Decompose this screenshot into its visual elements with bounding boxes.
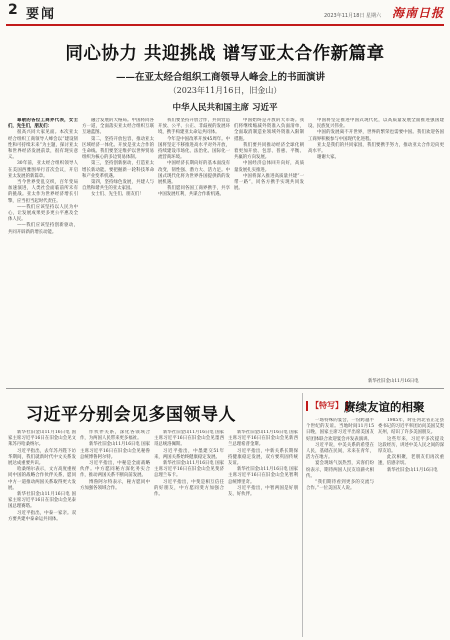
- paragraph: 尊敬的各位工商界代表，女士们，先生们，朋友们：: [8, 118, 78, 130]
- article1-column-3: [158, 118, 230, 384]
- paragraph: 我们愿同各国工商界携手，共享中国发展红利，共谋合作新机遇。: [158, 186, 230, 198]
- paragraph: 第四，坚持绿色发展，共建人与自然和谐共生的亚太家园。: [82, 180, 154, 192]
- paragraph: 亚太是我们的共同家园，我们要携手努力，推动亚太合作迈向更高水平。: [308, 142, 444, 155]
- article1-column-4: [234, 118, 304, 384]
- paragraph: 中国始终是开放的大市场。我们将继续缩减外资准入负面清单，全面取消制造业领域外资准入限制措施。: [234, 118, 304, 142]
- paragraph: 女士们、先生们、朋友们！: [91, 192, 144, 198]
- main-subtitle: ——在亚太经合组织工商领导人峰会上的书面演讲: [116, 72, 326, 83]
- article2-column-4: [228, 430, 298, 636]
- feature-headline: 赓续友谊的相聚: [344, 400, 425, 414]
- paragraph: 很高兴同大家见面。本次亚太经合组织工商领导人峰会以“建设韧性和可持续未来”为主题，探讨亚太和世界经济发展前景，很有现实意义。: [8, 130, 78, 161]
- paragraph: 我们要共同推动经济全球化朝着更加开放、包容、普惠、平衡、共赢的方向发展。: [234, 142, 304, 161]
- paragraph: 习近平指出，中智两国是好朋友、好伙伴。: [228, 485, 298, 498]
- paragraph: 中国经济长期向好的基本面没有改变，韧性强、潜力大、活力足。中国式现代化将为世界各国提供新的发展机遇。: [158, 161, 230, 186]
- paragraph: 第三，坚持创新驱动，打造亚太增长新动能。要把握新一轮科技革命和产业变革机遇。: [82, 161, 154, 179]
- paragraph: 新华社旧金山11月16日电 国家主席习近平16日在旧金山会见新西兰总理希普金斯。: [228, 430, 298, 448]
- paragraph: 习近平指出，中泰一家亲。双方要共建中泰命运共同体。: [8, 510, 76, 522]
- article1-column-1: [8, 118, 78, 384]
- section-title: 要闻: [26, 7, 57, 22]
- article2-column-2: [80, 430, 150, 636]
- article1-column-5: [308, 118, 444, 376]
- main-headline: 同心协力 共迎挑战 谱写亚太合作新篇章: [65, 44, 385, 64]
- paragraph: “我们期待看到更多的交流与合作。”一位美国友人说。: [306, 480, 374, 492]
- paragraph: 新华社旧金山11月16日电 国家主席习近平16日在旧金山会见墨西哥总统洛佩斯。: [154, 430, 224, 448]
- article2-column-3: [154, 430, 224, 636]
- article3-column-2: [378, 418, 444, 636]
- paragraph: 博鲁阿尔特表示，秘方愿同中方加强各领域合作。: [80, 479, 150, 491]
- paragraph: 第二，坚持开放包容，推动亚太区域经济一体化。开放是亚太合作的生命线。我们要坚定维护以世界贸易组织为核心的多边贸易体制。: [82, 136, 154, 161]
- paragraph: 习近平指出，去年苏丹陛下访华期间，我们就新时代中文关系发展达成重要共识。: [8, 448, 76, 467]
- paragraph: 我们要坚持开放合作，共同营造开放、公平、公正、非歧视的发展环境，携手构建亚太命运共同体。: [158, 118, 230, 136]
- masthead-logo: 海南日报: [392, 6, 445, 20]
- paragraph: 新华社旧金山11月16日电 国家主席习近平16日在旧金山会见泰国总理赛塔。: [8, 492, 76, 510]
- page-header: [0, 0, 450, 28]
- feature-tag: 【特写】: [306, 401, 348, 411]
- paragraph: 一场特殊的宴会，一份跨越半个世纪的友谊。当地时间11月15日晚，国家主席习近平出席美国友好团体联合欢迎宴会并发表演讲。: [306, 418, 374, 442]
- paragraph: 中国将深入推进高质量共建“一带一路”，同各方携手实现共同发展。: [234, 173, 304, 192]
- article1-column-2: [82, 118, 154, 384]
- paragraph: 习近平指出，中斐是相互信任的好朋友，中方愿同斐方加强合作。: [154, 479, 224, 498]
- header-rule: [6, 24, 444, 26]
- paragraph: 宴会现场气氛热烈，宾客们纷纷表示，期待两国人民友谊薪火相传。: [306, 461, 374, 479]
- paragraph: 新华社旧金山11月16日电 国家主席习近平16日在旧金山会见文莱苏丹哈桑纳尔。: [8, 430, 76, 448]
- meetings-headline: 习近平分别会见多国领导人: [26, 405, 236, 425]
- speech-byline: 中华人民共和国主席 习近平: [172, 103, 278, 113]
- page-number: 2: [8, 2, 18, 18]
- paragraph: 当今世界变乱交织，百年变局加速演进，人类社会面临前所未有的挑战。亚太作为世界经济增长引擎，应当担当起时代责任。: [8, 180, 78, 204]
- speech-dateline: （2023年11月16日，旧金山）: [168, 86, 282, 95]
- paragraph: 1985年，时任河北省正定县委书记的习近平率团访问美国艾奥瓦州，结识了许多美国朋友。: [378, 418, 444, 436]
- article2-column-1: [8, 430, 76, 636]
- paragraph: 融合发展的大格局。中国将同各方一道，全面落实亚太经合组织互联互通蓝图。: [82, 118, 154, 136]
- paragraph: 中国经济总体回升向好，高质量发展扎实推进。: [234, 161, 304, 173]
- article1-credit: 新华社旧金山11月16日电: [368, 379, 419, 384]
- paragraph: 今年是中国改革开放45周年。中国将坚定不移推进高水平对外开放，持续建设市场化、法治化、国际化一流营商环境。: [158, 136, 230, 161]
- article3-column-1: [306, 418, 374, 636]
- paragraph: 30年前，亚太经合组织领导人在美国西雅图举行首次会议，开启亚太发展的新篇章。: [8, 161, 78, 179]
- paragraph: 此次相聚，老朋友们再次重逢，倍感亲切。: [378, 455, 444, 467]
- paragraph: 作伙伴关系，深化各领域合作，为两国人民带来更多福祉。: [80, 430, 150, 442]
- column-divider: [302, 393, 303, 637]
- paragraph: ——我们应该坚持以人民为中心，让发展成果更多更公平惠及全体人民。: [8, 204, 78, 223]
- paragraph: 中国将坚定推进中国式现代化，以高质量发展全面推进强国建设、民族复兴伟业。: [308, 118, 444, 130]
- paragraph: 习近平指出，中秘是全面战略伙伴。中方愿同秘方深化务实合作，推动两国关系不断向前发展。: [80, 461, 150, 479]
- section-divider: [6, 388, 444, 389]
- paragraph: ——我们应该坚持创新驱动，共同开辟新的增长动能。: [8, 223, 78, 235]
- paragraph: 谢谢大家。: [317, 155, 339, 161]
- paragraph: 习近平指出，中新关系长期保持健康稳定发展，双方要巩固传统友谊。: [228, 448, 298, 467]
- paragraph: 哈桑纳尔表示，文方高度重视同中国的战略合作伙伴关系，愿同中方一道推动两国关系取得更大发展。: [8, 467, 76, 491]
- paragraph: 习近平指出，中墨建交51年来，两国关系始终健康稳定发展。: [154, 448, 224, 460]
- paragraph: 新华社旧金山11月16日电 国家主席习近平16日在旧金山会见智利总统博里奇。: [228, 467, 298, 485]
- paragraph: 新华社旧金山11月16日电: [387, 467, 438, 473]
- issue-date: 2023年11月18日 星期六: [324, 13, 382, 19]
- paragraph: 新华社旧金山11月16日电 国家主席习近平16日在旧金山会见秘鲁总统博鲁阿尔特。: [80, 442, 150, 460]
- paragraph: 中国的发展离不开世界，世界的繁荣也需要中国。我们欢迎各国工商界积极参与中国现代化进程。: [308, 130, 444, 142]
- paragraph: 习近平说，中美关系的希望在人民，基础在民间，未来在青年，活力在地方。: [306, 442, 374, 461]
- paragraph: 新华社旧金山11月16日电 国家主席习近平16日在旧金山会见斐济总理兰布卡。: [154, 461, 224, 479]
- paragraph: 这些年来，习近平多次提及这段经历，讲述中美人民之间的深厚友谊。: [378, 436, 444, 455]
